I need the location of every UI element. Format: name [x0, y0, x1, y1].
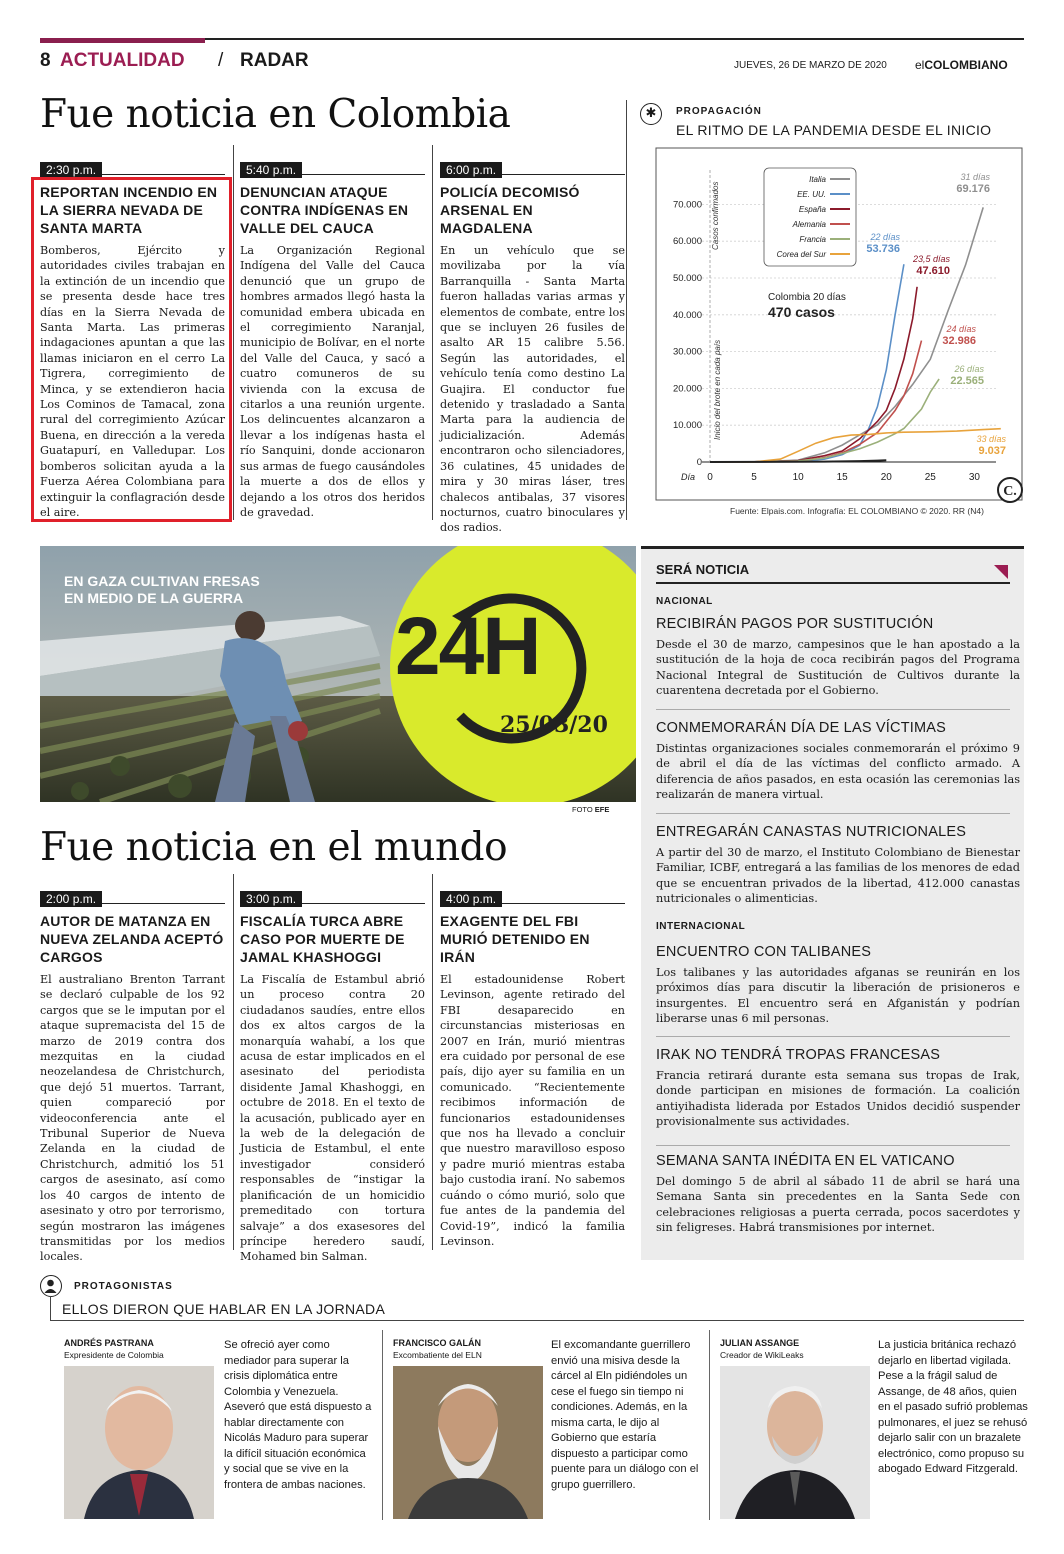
badge-date: 25/03/20 — [500, 712, 608, 738]
y-axis-label: Casos confirmados — [711, 181, 720, 250]
section-separator: / — [218, 50, 224, 71]
series-end-value: 69.176 — [956, 183, 990, 195]
series-line — [710, 379, 939, 462]
sera-noticia-title: SERÁ NOTICIA — [656, 562, 750, 577]
time-label: 6:00 p.m. — [440, 162, 502, 178]
sera-headline: ENTREGARÁN CANASTAS NUTRICIONALES — [656, 824, 967, 840]
person-photo — [393, 1366, 543, 1519]
person-icon — [40, 1275, 62, 1297]
sera-body: Los talibanes y las autoridades afganas se reunirán en los próximos días para discutir la liberación de prisioneros e insurgentes. El encuentro será en Afganistán y podrían liberarse unas 6 mil personas. — [656, 966, 1020, 1026]
article-title: EXAGENTE DEL FBI MURIÓ DETENIDO EN IRÁN — [440, 913, 590, 965]
y-tick-label: 30.000 — [672, 346, 702, 358]
article-body: La Organización Regional Indígena del Valle del Cauca denunció que un grupo de hombres armados llegó hasta la comunidad embera ubicada en el corregimiento Naranjal, municipio de Bolívar, en el norte del Valle del Cauca, y sacó a cuatro comuneros de su vivienda con la excusa de citarlos a una reunión urgente. Los delincuentes alcanzaron a llevar a los indígenas hasta el río Sanquini, donde accionaron sus armas de fuego causándoles la muerte a dos de ellos y dejando a los otros dos heridos de gravedad. — [240, 244, 425, 519]
x-tick-label: 25 — [924, 472, 936, 483]
sera-body: Distintas organizaciones sociales conmemorarán el próximo 9 de abril el día de las víctimas del conflicto armado. A diferencia de años pasados, en esta ocasión las ceremonias las realizarán de manera virtual. — [656, 742, 1020, 802]
corner-accent — [994, 565, 1008, 579]
pandemic-chart — [630, 140, 1024, 504]
legend-label: Corea del Sur — [776, 250, 826, 259]
series-end-day: 23,5 días — [912, 254, 950, 264]
newspaper-logo — [915, 58, 1008, 72]
series-end-day: 31 días — [960, 172, 990, 182]
x-tick-label: 30 — [968, 472, 980, 483]
article-body: Bomberos, Ejército y autoridades civiles trabajan en la extinción de un incendio que se presenta desde hace tres días en la Sierra Nevada de Santa Marta. Las primeras indagaciones apuntan a que las llamas iniciaron en el cerro La Tigrera, corregimiento de Minca, y se extendieron hacia Los Cominos de Tamacal, zona rural del corregimiento Azúcar Buena, en dirección a la vereda Guatapurí, en Valledupar. Los bomberos solicitan ayuda a la Fuerza Aérea Colombiana para extinguir la conflagración desde el aire. — [40, 244, 225, 519]
title-bracket — [50, 1296, 51, 1320]
sera-headline: RECIBIRÁN PAGOS POR SUSTITUCIÓN — [656, 616, 934, 632]
sera-body: Desde el 30 de marzo, campesinos que le han apostado a la sustitución de la hoja de coca recibirán pagos del Programa Nacional Integral de Sustitución de Cultivos durante la cuarentena decretada por el Gobierno. — [656, 638, 1020, 698]
person-role: Expresidente de Colombia — [64, 1350, 164, 1360]
page-number: 8 — [40, 50, 51, 71]
chart-title: EL RITMO DE LA PANDEMIA DESDE EL INICIO — [676, 122, 992, 138]
sera-headline: CONMEMORARÁN DÍA DE LAS VÍCTIMAS — [656, 720, 946, 736]
person-photo — [64, 1366, 214, 1519]
time-bar — [240, 888, 425, 904]
mundo-article-1 — [40, 888, 225, 1265]
person-role: Excombatiente del ELN — [393, 1350, 482, 1360]
photo-caption: EN GAZA CULTIVAN FRESAS EN MEDIO DE LA GUERRA — [64, 573, 260, 606]
time-label: 2:00 p.m. — [40, 891, 102, 907]
y-tick-label: 10.000 — [672, 420, 702, 432]
protagonistas-kicker: PROTAGONISTAS — [74, 1281, 173, 1292]
series-end-value: 9.037 — [978, 445, 1006, 457]
person-name: ANDRÉS PASTRANA — [64, 1338, 154, 1348]
sera-body: Francia retirará durante esta semana sus tropas de Irak, donde participan en misiones de formación. La coalición antiyihadista liderada por Estados Unidos decidió suspender provisionalmente sus actividades. — [656, 1069, 1020, 1129]
y-tick-label: 20.000 — [672, 383, 702, 395]
person-text: El excomandante guerrillero envió una misiva desde la cárcel al Eln pidiéndoles un cese el fuego sin tiempo ni condiciones. Además, en la misma carta, le dijo al Gobierno que estaría dispuesto a participar como puente para un diálogo con el grupo guerrillero. — [551, 1339, 699, 1491]
title-rule — [50, 1320, 1024, 1321]
time-bar — [40, 159, 225, 175]
person-name: JULIAN ASSANGE — [720, 1338, 800, 1348]
sera-headline: SEMANA SANTA INÉDITA EN EL VATICANO — [656, 1153, 955, 1169]
article-title: FISCALÍA TURCA ABRE CASO POR MUERTE DE JAMAL KHASHOGGI — [240, 913, 405, 965]
article-body: La Fiscalía de Estambul abrió un proceso contra 20 ciudadanos saudíes, entre ellos dos ex altos cargos de la monarquía wahabí, a los que acusa de estar implicados en el asesinato del periodista disidente Jamal Khashoggi, en octubre de 2018. En el texto de la acusación, publicado ayer en la web de la delegación de Justicia de Estambul, el ente investigador consideró responsables de “instigar la planificación de un homicidio premeditado con tortura salvaje” a dos exasesores del príncipe heredero saudí, Mohamed bin Salman. — [240, 973, 425, 1264]
y-tick-label: 50.000 — [672, 273, 702, 284]
column-divider — [626, 100, 627, 520]
sera-body: Del domingo 5 de abril al sábado 11 de abril se hará una Semana Santa sin precedentes en la Santa Sede con celebraciones religiosas a puerta cerrada, pocos sacerdotes y sin feligreses. Habrá transmisiones por internet. — [656, 1175, 1020, 1235]
colombia-article-2 — [240, 159, 425, 520]
protagonistas-title: ELLOS DIERON QUE HABLAR EN LA JORNADA — [62, 1301, 386, 1317]
x-tick-label: 10 — [792, 472, 804, 483]
column-divider — [233, 874, 234, 1250]
series-end-day: 22 días — [870, 232, 900, 242]
y-tick-label: 40.000 — [672, 309, 702, 321]
title-rule — [656, 582, 1010, 584]
sera-separator — [656, 1036, 1010, 1037]
time-label: 5:40 p.m. — [240, 162, 302, 178]
colombia-label-value: 470 casos — [768, 304, 835, 320]
column-divider — [382, 1330, 383, 1520]
highlight-box — [31, 177, 232, 522]
y-tick-label: 70.000 — [672, 199, 702, 211]
section-name: ACTUALIDAD — [60, 50, 185, 71]
series-end-value: 32.986 — [942, 335, 976, 347]
sera-headline: IRAK NO TENDRÁ TROPAS FRANCESAS — [656, 1047, 941, 1063]
time-label: 2:30 p.m. — [40, 162, 102, 178]
brand-mark: C. — [1003, 484, 1017, 499]
column-divider — [432, 874, 433, 1250]
x-tick-label: 20 — [880, 472, 892, 483]
series-end-day: 33 días — [976, 434, 1006, 444]
column-divider — [233, 145, 234, 520]
issue-date: JUEVES, 26 DE MARZO DE 2020 — [734, 60, 887, 71]
y-tick-label: 60.000 — [672, 236, 702, 248]
mundo-article-3 — [440, 888, 625, 1249]
series-line — [710, 429, 1001, 462]
y-tick-label: 0 — [696, 457, 702, 468]
column-divider — [709, 1330, 710, 1520]
national-label: NACIONAL — [656, 596, 713, 607]
chart-source: Fuente: Elpais.com. Infografía: EL COLOMBIANO © 2020. RR (N4) — [730, 506, 984, 516]
series-end-day: 26 días — [954, 364, 984, 374]
person-text: Se ofreció ayer como mediador para superar la crisis diplomática entre Colombia y Venezuela. Aseveró que está dispuesto a hablar directamente con Nicolás Maduro para superar la difícil situación económica y social que se vive en la frontera de ambas naciones. — [224, 1339, 372, 1491]
legend-label: Francia — [799, 235, 826, 244]
logo-prefix: el — [915, 58, 925, 72]
time-bar — [240, 159, 425, 175]
legend-label: Italia — [809, 175, 826, 184]
legend-label: Alemania — [792, 220, 826, 229]
subsection-name: RADAR — [240, 50, 309, 71]
time-bar — [440, 159, 625, 175]
time-bar — [40, 888, 225, 904]
sera-body: A partir del 30 de marzo, el Instituto Colombiano de Bienestar Familiar, ICBF, entregará a las familias de los menores de edad que se encuentran privados de la libertad, 412.000 canastas nutricionales o alimenticias. — [656, 846, 1020, 906]
series-end-value: 22.565 — [950, 375, 984, 387]
legend-label: España — [798, 205, 826, 214]
time-bar — [440, 888, 625, 904]
article-title: DENUNCIAN ATAQUE CONTRA INDÍGENAS EN VALLE DEL CAUCA — [240, 184, 409, 236]
article-body: En un vehículo que se movilizaba por la vía Barranquilla - Santa Marta fueron halladas varias armas y elementos de combate, entre los que se incluyen 26 fusiles de asalto AR 15 calibre 5.56. Según las autoridades, el vehículo tenía como destino La Guajira. El conductor fue detenido y trasladado a Santa Marta para la audiencia de judicialización. Además encontraron ocho silenciadores, 36 culatines, 45 unidades de mira y 30 miras láser, tres chalecos antibalas, 37 visores nocturnos, cuatro binoculares y dos radios. — [440, 244, 625, 535]
article-title: REPORTAN INCENDIO EN LA SIERRA NEVADA DE SANTA MARTA — [40, 184, 218, 236]
colombia-article-3 — [440, 159, 625, 536]
series-end-value: 47.610 — [916, 265, 950, 277]
x-tick-label: 0 — [707, 472, 713, 483]
mundo-heading: Fue noticia en el mundo — [40, 825, 508, 870]
colombia-label-name: Colombia 20 días — [768, 292, 846, 303]
x-tick-label: 15 — [836, 472, 848, 483]
person-photo — [720, 1366, 870, 1519]
photo-credit — [572, 805, 609, 814]
x-tick-label: 5 — [751, 472, 757, 483]
colombia-heading: Fue noticia en Colombia — [40, 92, 511, 137]
logo-main: COLOMBIANO — [924, 58, 1008, 72]
international-label: INTERNACIONAL — [656, 921, 746, 932]
chart-kicker: PROPAGACIÓN — [676, 106, 762, 117]
credit-label: FOTO — [572, 805, 593, 814]
section-accent-bar — [40, 38, 205, 43]
series-end-day: 24 días — [946, 324, 976, 334]
badge-24h: 24H — [395, 601, 540, 692]
credit-source: EFE — [594, 805, 610, 814]
person-name: FRANCISCO GALÁN — [393, 1338, 481, 1348]
article-body: El estadounidense Robert Levinson, agente retirado del FBI desaparecido en circunstancias misteriosas en 2007 en Irán, murió mientras era cuidado por personal de ese país, dijo ayer su familia en un comunicado. “Recientemente recibimos información de funcionarios estadounidenses que nos ha llevado a concluir que nuestro maravilloso esposo y padre murió mientras estaba bajo custodia iraní. No sabemos cuándo o cómo murió, solo que fue antes de la pandemia del Covid-19”, indicó la familia Levinson. — [440, 973, 625, 1248]
person-role: Creador de WikiLeaks — [720, 1350, 804, 1360]
time-label: 4:00 p.m. — [440, 891, 502, 907]
mundo-article-2 — [240, 888, 425, 1265]
sera-headline: ENCUENTRO CON TALIBANES — [656, 944, 872, 960]
article-title: POLICÍA DECOMISÓ ARSENAL EN MAGDALENA — [440, 184, 580, 236]
sera-separator — [656, 1145, 1010, 1146]
legend-label: EE. UU. — [797, 190, 826, 199]
virus-icon: ✱ — [640, 103, 662, 125]
sera-separator — [656, 813, 1010, 814]
sera-separator — [656, 709, 1010, 710]
series-end-value: 53.736 — [866, 243, 900, 255]
person-text: La justicia británica rechazó dejarlo en libertad vigilada. Pese a la frágil salud de Assange, de 48 años, quien en el pasado sufrió problemas pulmonares, el juez se rehusó dejarlo salir con un brazalete electrónico, como propuso su abogado Edward Fitzgerald. — [878, 1339, 1028, 1475]
column-divider — [432, 145, 433, 520]
article-title: AUTOR DE MATANZA EN NUEVA ZELANDA ACEPTÓ CARGOS — [40, 913, 224, 965]
x-axis-label: Día — [680, 472, 696, 482]
time-label: 3:00 p.m. — [240, 891, 302, 907]
article-body: El australiano Brenton Tarrant se declaró culpable de los 92 cargos que se le imputan por el ataque supremacista del 15 de marzo de 2019 contra dos mezquitas en la ciudad neozelandesa de Christchurch, que dejó 51 muertos. Tarrant, quien compareció por videoconferencia ante el Tribunal Superior de Nueva Zelanda en la ciudad de Christchurch, admitió los 51 cargos de asesinato, así como los 40 cargos de intento de asesinato y otro por terrorismo, según mostraron las imágenes transmitidas por los medios locales. — [40, 973, 225, 1264]
outbreak-note: Inicio del brote en cada país — [713, 339, 722, 440]
